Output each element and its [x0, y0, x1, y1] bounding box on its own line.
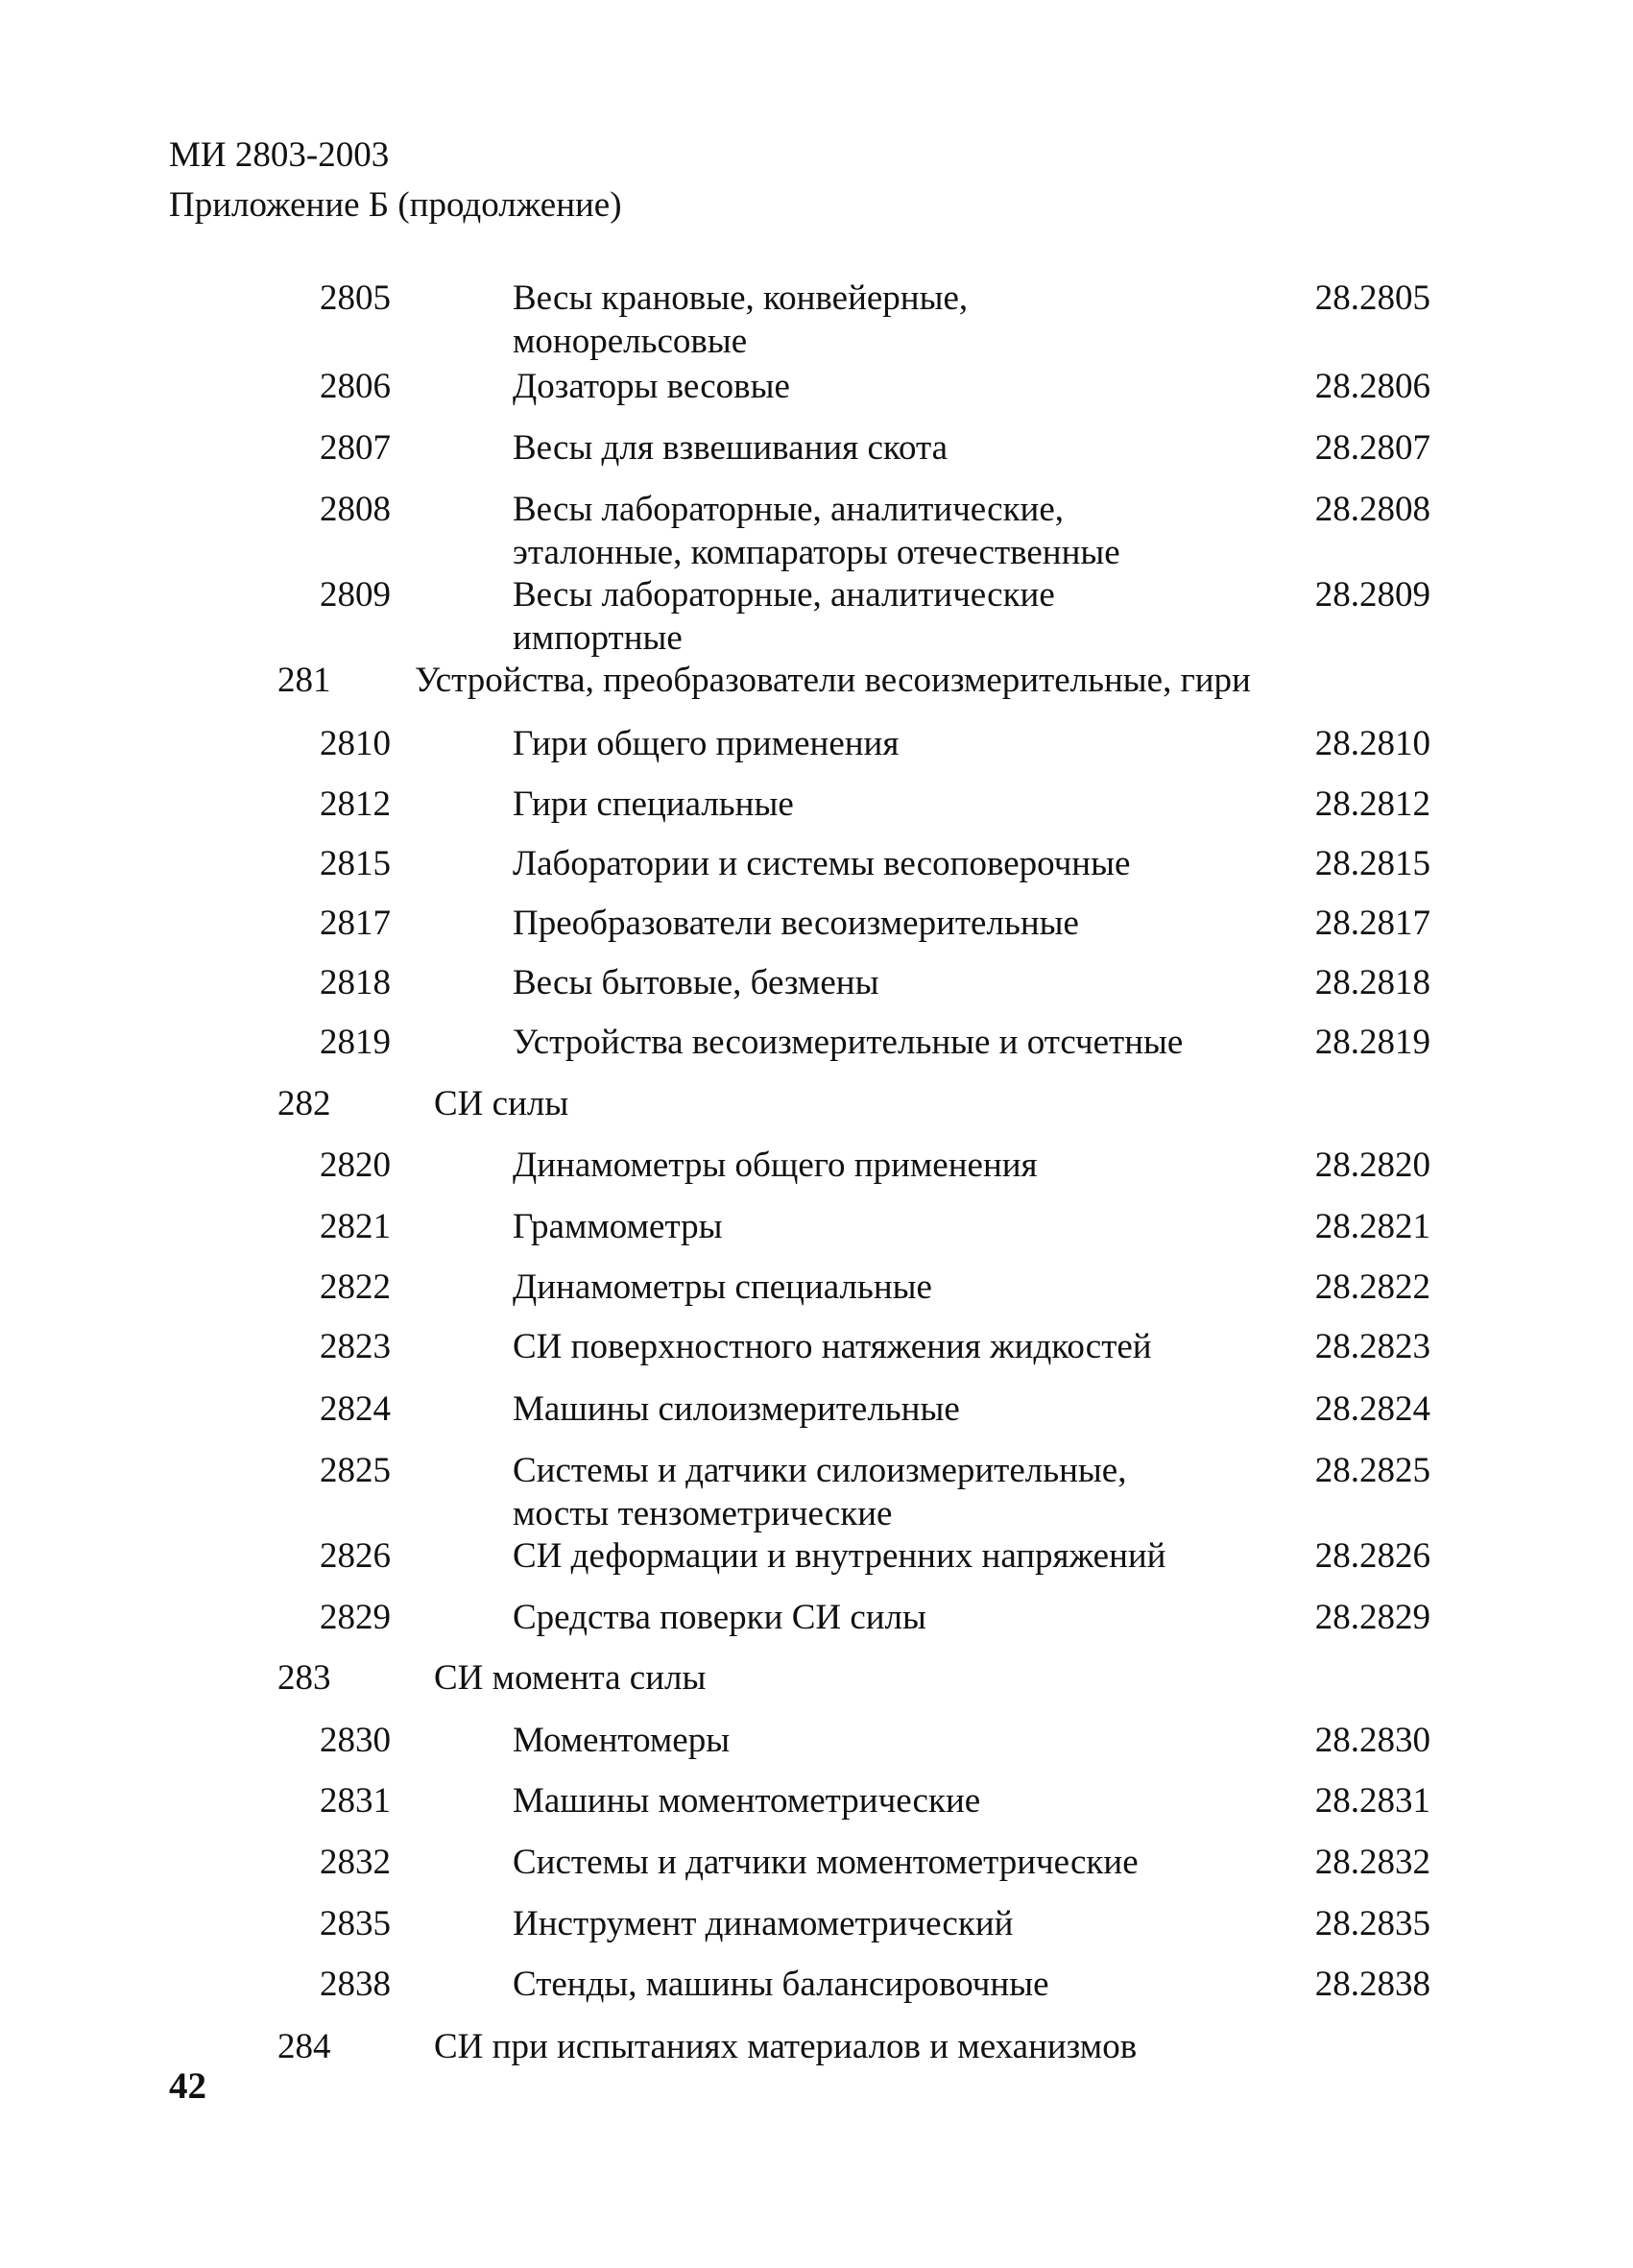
item-name: [513, 277, 1271, 363]
name-line: Устройства весоизмерительные и отсчетные: [513, 1023, 1184, 1062]
group-code: 282: [277, 1084, 331, 1123]
item-name: [513, 573, 1271, 660]
reference-code: 28.2823: [1314, 1327, 1430, 1366]
item-code: 2832: [320, 1843, 391, 1882]
name-line: Лаборатории и системы весоповерочные: [513, 844, 1131, 883]
item-name: [513, 1144, 1271, 1187]
item-name: [513, 1841, 1271, 1884]
name-line-continued: эталонные, компараторы отечественные: [513, 533, 1120, 572]
item-code: 2831: [320, 1781, 391, 1821]
item-name: [513, 1325, 1271, 1368]
name-line: СИ момента силы: [434, 1658, 707, 1698]
reference-code: 28.2826: [1314, 1536, 1430, 1576]
reference-code: 28.2819: [1314, 1023, 1430, 1062]
item-code: 2817: [320, 904, 391, 943]
reference-code: 28.2824: [1314, 1389, 1430, 1429]
name-line: Весы для взвешивания скота: [513, 428, 949, 468]
reference-code: 28.2808: [1314, 490, 1430, 529]
item-code: 2805: [320, 278, 391, 318]
group-name: [434, 1082, 1394, 1125]
reference-code: 28.2805: [1314, 278, 1430, 318]
item-name: [513, 365, 1271, 408]
item-code: 2809: [320, 575, 391, 615]
name-line: Стенды, машины балансировочные: [513, 1965, 1049, 2004]
reference-code: 28.2806: [1314, 367, 1430, 406]
item-code: 2824: [320, 1389, 391, 1429]
name-line: Моментомеры: [513, 1721, 731, 1760]
reference-code: 28.2831: [1314, 1781, 1430, 1821]
name-line: Устройства, преобразователи весоизмерительные, гири: [415, 661, 1251, 700]
name-line: Дозаторы весовые: [513, 367, 790, 406]
name-line: Системы и датчики силоизмерительные,: [513, 1451, 1127, 1490]
name-line: Инструмент динамометрический: [513, 1904, 1014, 1943]
page-number: 42: [169, 2065, 206, 2107]
name-line-continued: монорельсовые: [513, 322, 748, 361]
group-name: [434, 1656, 1394, 1700]
item-code: 2815: [320, 844, 391, 883]
name-line: Весы бытовые, безмены: [513, 963, 879, 1002]
item-code: 2835: [320, 1904, 391, 1943]
name-line: Динамометры специальные: [513, 1267, 932, 1307]
appendix-title: Приложение Б (продолжение): [169, 185, 622, 225]
item-name: [513, 1205, 1271, 1248]
reference-code: 28.2815: [1314, 844, 1430, 883]
reference-code: 28.2825: [1314, 1451, 1430, 1490]
item-name: [513, 1963, 1271, 2006]
item-code: 2829: [320, 1598, 391, 1637]
name-line: СИ при испытаниях материалов и механизмов: [434, 2027, 1138, 2066]
name-line: Системы и датчики моментометрические: [513, 1843, 1139, 1882]
item-name: [513, 1902, 1271, 1945]
name-line: Граммометры: [513, 1207, 723, 1246]
name-line: Динамометры общего применения: [513, 1146, 1038, 1185]
item-code: 2810: [320, 724, 391, 763]
item-name: [513, 842, 1271, 885]
item-code: 2822: [320, 1267, 391, 1307]
name-line: СИ силы: [434, 1084, 569, 1123]
group-name: [434, 2025, 1394, 2068]
reference-code: 28.2807: [1314, 428, 1430, 468]
item-code: 2825: [320, 1451, 391, 1490]
reference-code: 28.2821: [1314, 1207, 1430, 1246]
item-name: [513, 1779, 1271, 1822]
item-name: [513, 1596, 1271, 1639]
item-code: 2823: [320, 1327, 391, 1366]
group-code: 281: [277, 661, 331, 700]
reference-code: 28.2829: [1314, 1598, 1430, 1637]
item-name: [513, 426, 1271, 470]
item-name: [513, 722, 1271, 765]
group-code: 283: [277, 1658, 331, 1698]
reference-code: 28.2810: [1314, 724, 1430, 763]
item-name: [513, 1534, 1271, 1578]
item-code: 2818: [320, 963, 391, 1002]
name-line: СИ поверхностного натяжения жидкостей: [513, 1327, 1152, 1366]
reference-code: 28.2820: [1314, 1146, 1430, 1185]
reference-code: 28.2835: [1314, 1904, 1430, 1943]
reference-code: 28.2832: [1314, 1843, 1430, 1882]
item-code: 2812: [320, 784, 391, 824]
reference-code: 28.2830: [1314, 1721, 1430, 1760]
page-header: [169, 131, 622, 230]
item-code: 2808: [320, 490, 391, 529]
reference-code: 28.2818: [1314, 963, 1430, 1002]
name-line-continued: мосты тензометрические: [513, 1494, 893, 1533]
name-line: Гири общего применения: [513, 724, 900, 763]
item-code: 2806: [320, 367, 391, 406]
name-line: Гири специальные: [513, 784, 794, 824]
reference-code: 28.2817: [1314, 904, 1430, 943]
name-line: Весы лабораторные, аналитические,: [513, 490, 1065, 529]
item-name: [513, 783, 1271, 826]
name-line: Весы крановые, конвейерные,: [513, 278, 969, 318]
name-line: Машины силоизмерительные: [513, 1389, 960, 1429]
document-id: МИ 2803-2003: [169, 135, 390, 175]
name-line-continued: импортные: [513, 618, 683, 658]
reference-code: 28.2812: [1314, 784, 1430, 824]
item-name: [513, 961, 1271, 1004]
item-name: [513, 1449, 1271, 1535]
item-code: 2838: [320, 1965, 391, 2004]
name-line: Преобразователи весоизмерительные: [513, 904, 1079, 943]
item-name: [513, 1266, 1271, 1309]
reference-code: 28.2822: [1314, 1267, 1430, 1307]
name-line: Машины моментометрические: [513, 1781, 981, 1821]
item-code: 2819: [320, 1023, 391, 1062]
item-code: 2821: [320, 1207, 391, 1246]
item-name: [513, 1719, 1271, 1762]
item-name: [513, 488, 1271, 574]
item-code: 2830: [320, 1721, 391, 1760]
group-code: 284: [277, 2027, 331, 2066]
item-code: 2807: [320, 428, 391, 468]
item-code: 2820: [320, 1146, 391, 1185]
item-name: [513, 1387, 1271, 1431]
group-name: [415, 659, 1375, 702]
reference-code: 28.2809: [1314, 575, 1430, 615]
item-name: [513, 1021, 1271, 1064]
name-line: Средства поверки СИ силы: [513, 1598, 926, 1637]
reference-code: 28.2838: [1314, 1965, 1430, 2004]
name-line: СИ деформации и внутренних напряжений: [513, 1536, 1166, 1576]
item-code: 2826: [320, 1536, 391, 1576]
item-name: [513, 902, 1271, 945]
name-line: Весы лабораторные, аналитические: [513, 575, 1055, 615]
